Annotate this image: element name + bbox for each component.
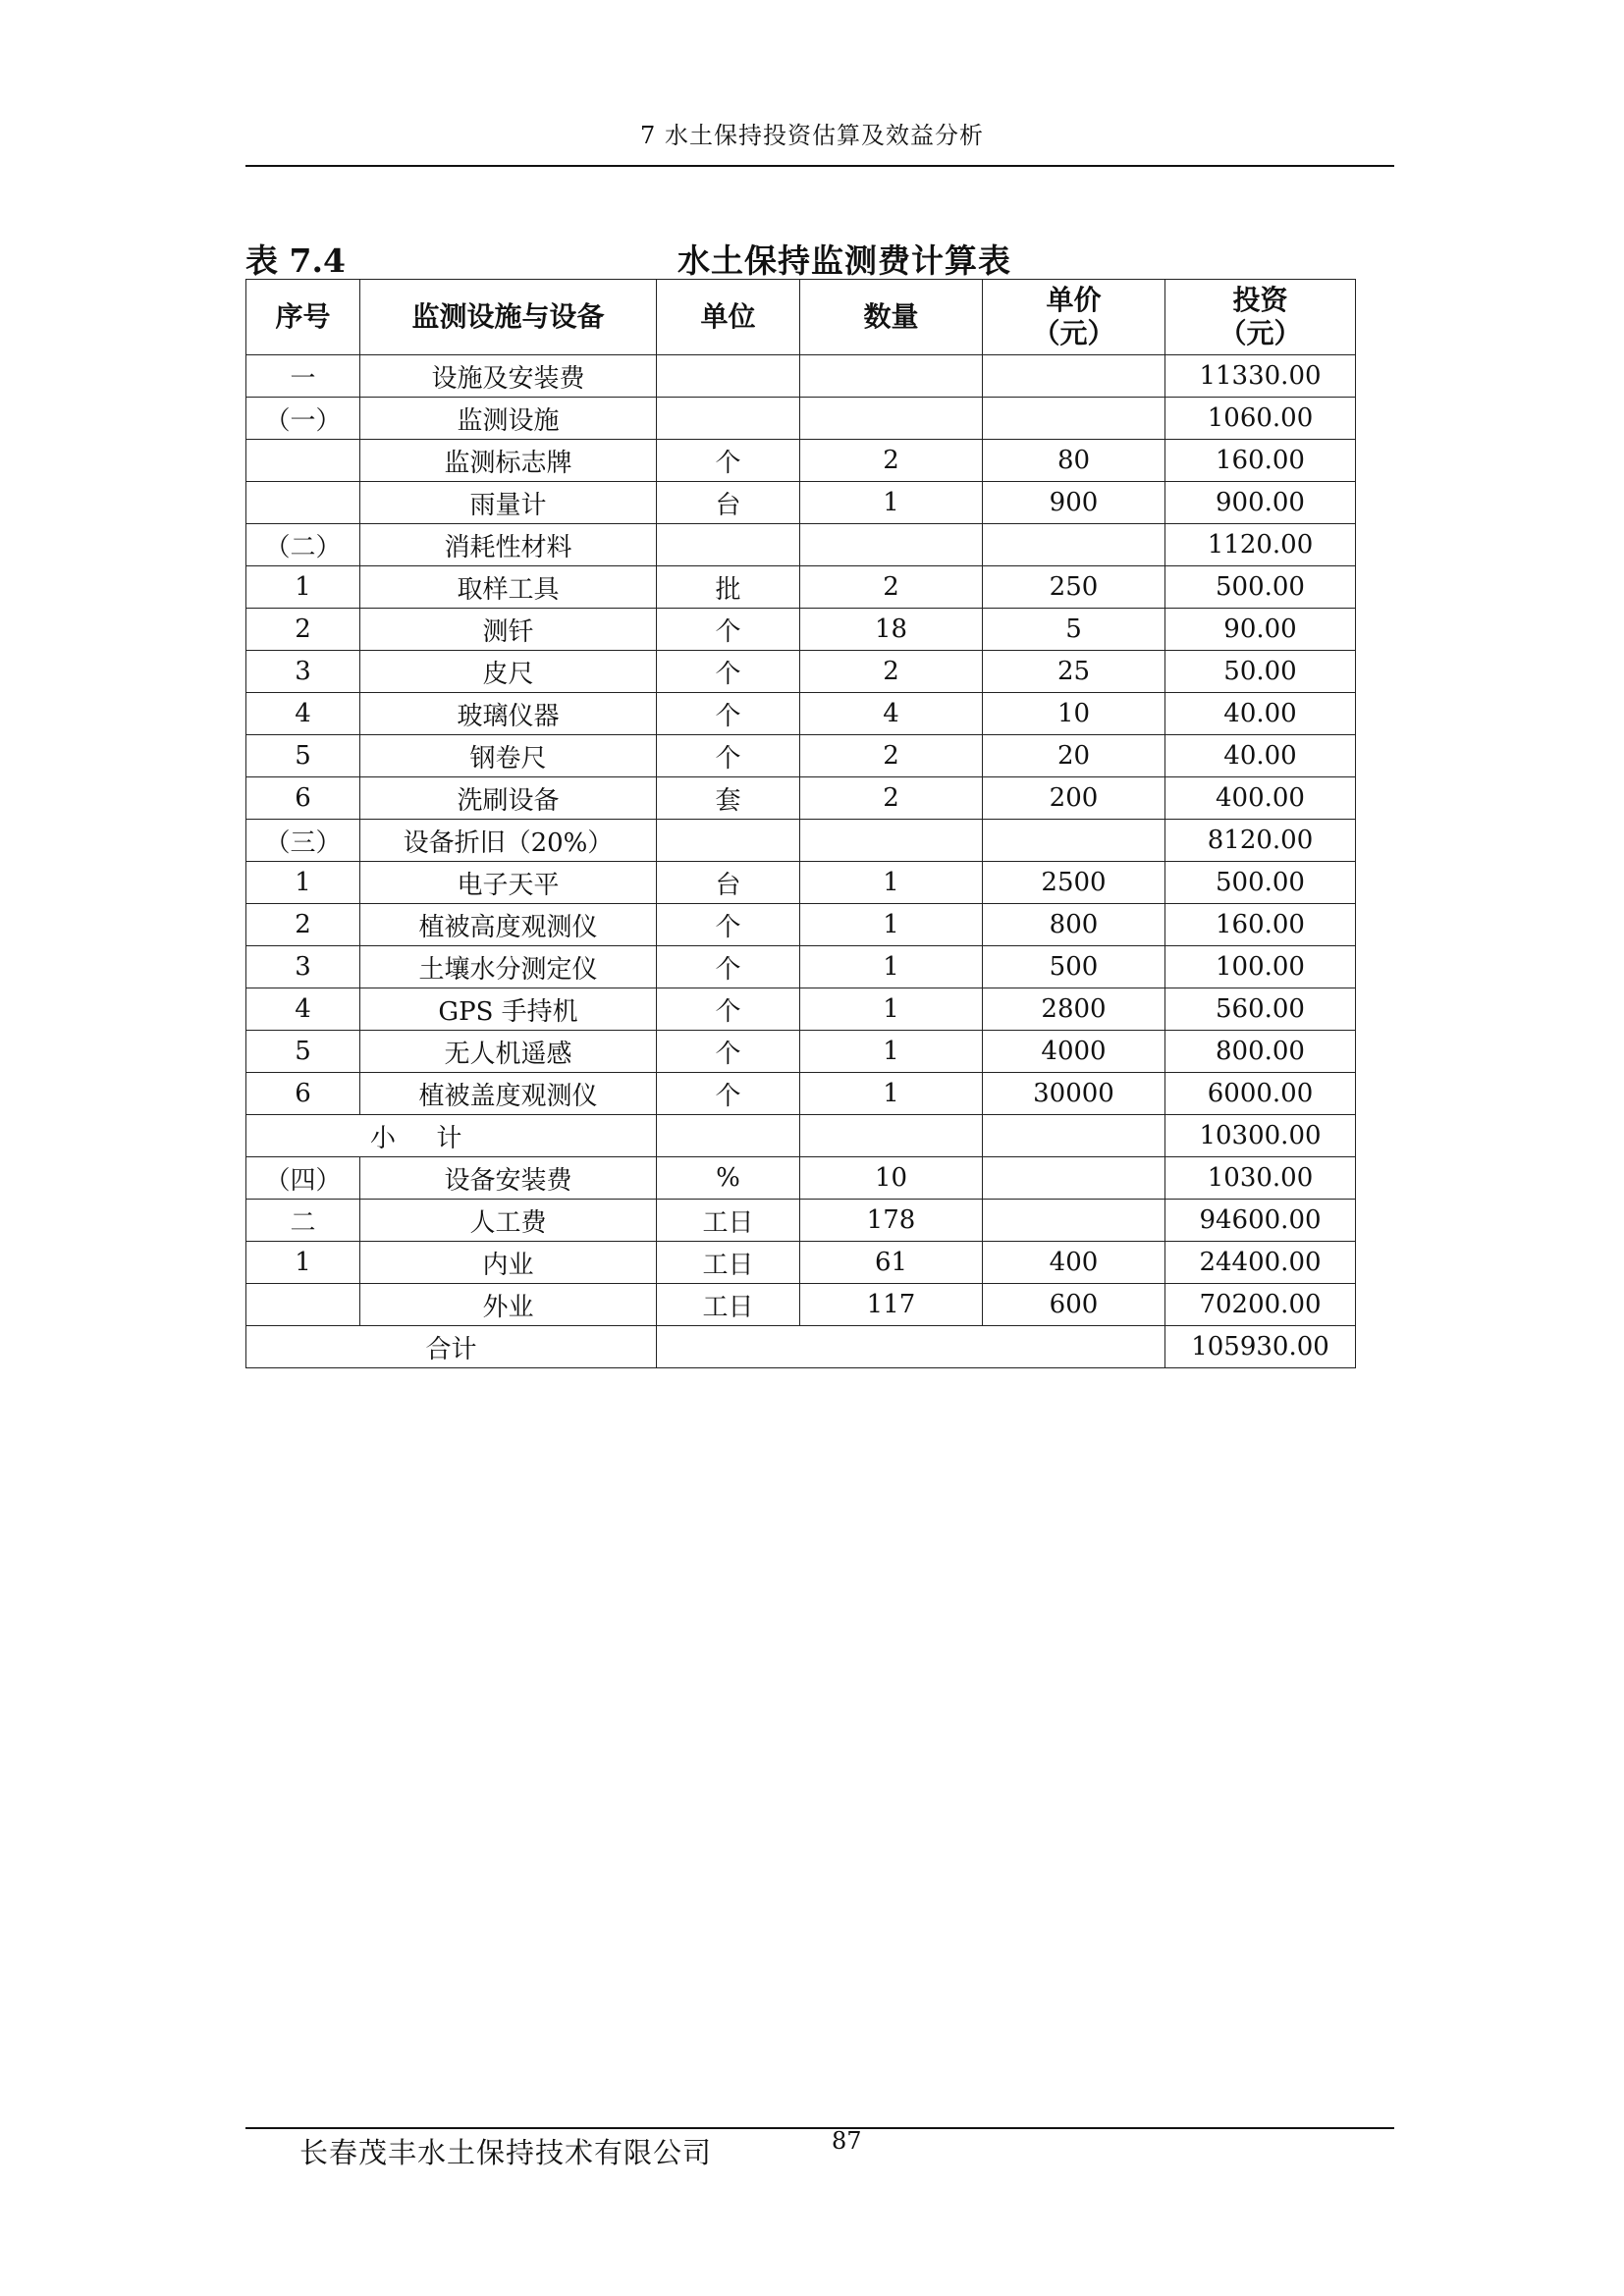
table-row [246, 566, 1356, 609]
cell-qty [800, 355, 983, 398]
monitoring-cost-table [245, 279, 1356, 1368]
cell-investment: 900.00 [1165, 482, 1356, 524]
cell-name: 设备折旧（20%） [360, 820, 657, 862]
table-row [246, 1031, 1356, 1073]
cell-qty: 2 [800, 440, 983, 482]
cell-investment: 6000.00 [1165, 1073, 1356, 1115]
cell-name: 监测标志牌 [360, 440, 657, 482]
cell-investment: 160.00 [1165, 440, 1356, 482]
subtotal-row [246, 1115, 1356, 1157]
cell-price: 900 [983, 482, 1165, 524]
cell-price: 5 [983, 609, 1165, 651]
table-row [246, 355, 1356, 398]
cell-name: 无人机遥感 [360, 1031, 657, 1073]
cell-price: 30000 [983, 1073, 1165, 1115]
cell-unit: 批 [657, 566, 800, 609]
cell-investment: 40.00 [1165, 735, 1356, 777]
cell-qty: 1 [800, 988, 983, 1031]
table-row [246, 398, 1356, 440]
cell-name: 植被盖度观测仪 [360, 1073, 657, 1115]
cell-investment: 8120.00 [1165, 820, 1356, 862]
header-qty: 数量 [800, 280, 983, 355]
cell-qty: 1 [800, 1031, 983, 1073]
cell-investment: 800.00 [1165, 1031, 1356, 1073]
table-row [246, 820, 1356, 862]
total-row [246, 1326, 1356, 1368]
footer-rule [245, 2127, 1394, 2129]
subtotal-label: 小 计 [246, 1115, 657, 1157]
table-row [246, 524, 1356, 566]
cell-unit: 个 [657, 693, 800, 735]
table-row [246, 440, 1356, 482]
total-investment: 105930.00 [1165, 1326, 1356, 1368]
table-row [246, 1284, 1356, 1326]
header-investment [1165, 280, 1356, 355]
table-row [246, 1073, 1356, 1115]
cell-qty [800, 524, 983, 566]
header-investment-unit: （元） [1218, 317, 1302, 349]
cell-name: 玻璃仪器 [360, 693, 657, 735]
cell-price [983, 524, 1165, 566]
cell-unit: 工日 [657, 1200, 800, 1242]
cell-unit: 台 [657, 862, 800, 904]
cell-price [983, 820, 1165, 862]
cell-name: GPS 手持机 [360, 988, 657, 1031]
cell-price [983, 355, 1165, 398]
cell-price: 4000 [983, 1031, 1165, 1073]
cell-seq: 6 [246, 777, 360, 820]
cell-seq: 二 [246, 1200, 360, 1242]
cell-investment: 160.00 [1165, 904, 1356, 946]
cell-unit: 个 [657, 609, 800, 651]
cell-seq: 4 [246, 988, 360, 1031]
cell-unit [657, 355, 800, 398]
cell-seq [246, 482, 360, 524]
cell-investment: 100.00 [1165, 946, 1356, 988]
cell-investment: 40.00 [1165, 693, 1356, 735]
cell-seq: （四） [246, 1157, 360, 1200]
cell-qty [800, 820, 983, 862]
cell-name: 内业 [360, 1242, 657, 1284]
cell-qty: 18 [800, 609, 983, 651]
cell-qty: 2 [800, 777, 983, 820]
cell-qty: 1 [800, 482, 983, 524]
cell-qty [800, 398, 983, 440]
cell-name: 设备安装费 [360, 1157, 657, 1200]
cell-investment: 70200.00 [1165, 1284, 1356, 1326]
cell-unit: 工日 [657, 1242, 800, 1284]
cell-qty: 61 [800, 1242, 983, 1284]
cell-seq: 3 [246, 651, 360, 693]
page-number: 87 [832, 2127, 862, 2155]
table-row [246, 609, 1356, 651]
cell-seq: 2 [246, 609, 360, 651]
cell-seq: （二） [246, 524, 360, 566]
cell-price [983, 1157, 1165, 1200]
cell-unit [657, 820, 800, 862]
cell-unit: 个 [657, 735, 800, 777]
cell-unit: 工日 [657, 1284, 800, 1326]
cell-price: 200 [983, 777, 1165, 820]
cell-qty: 2 [800, 735, 983, 777]
header-seq: 序号 [246, 280, 360, 355]
cell-investment: 560.00 [1165, 988, 1356, 1031]
cell-name: 监测设施 [360, 398, 657, 440]
cell-unit: % [657, 1157, 800, 1200]
cell-seq: 一 [246, 355, 360, 398]
cell-price [983, 1200, 1165, 1242]
cell-price: 600 [983, 1284, 1165, 1326]
cell-qty: 1 [800, 904, 983, 946]
cell-unit: 个 [657, 988, 800, 1031]
cell-price: 2800 [983, 988, 1165, 1031]
running-header: 7 水土保持投资估算及效益分析 [640, 122, 984, 149]
cell-unit: 个 [657, 1073, 800, 1115]
cell-name: 外业 [360, 1284, 657, 1326]
cell-price: 20 [983, 735, 1165, 777]
cell-seq [246, 440, 360, 482]
cell-name: 取样工具 [360, 566, 657, 609]
cell-seq: 4 [246, 693, 360, 735]
cell-investment: 400.00 [1165, 777, 1356, 820]
header-price [983, 280, 1165, 355]
table-number: 表 7.4 [245, 241, 346, 280]
cell-investment: 90.00 [1165, 609, 1356, 651]
table-row [246, 482, 1356, 524]
table-row [246, 1242, 1356, 1284]
cell-name: 测钎 [360, 609, 657, 651]
header-name: 监测设施与设备 [360, 280, 657, 355]
cell-name: 设施及安装费 [360, 355, 657, 398]
cell-investment: 1030.00 [1165, 1157, 1356, 1200]
cell-investment: 50.00 [1165, 651, 1356, 693]
cell-name: 皮尺 [360, 651, 657, 693]
cell-seq: 1 [246, 1242, 360, 1284]
total-label: 合计 [246, 1326, 657, 1368]
cell-price: 10 [983, 693, 1165, 735]
cell-unit: 个 [657, 904, 800, 946]
cell-seq: 1 [246, 862, 360, 904]
table-row [246, 651, 1356, 693]
cell-qty: 10 [800, 1157, 983, 1200]
table-row [246, 904, 1356, 946]
total-blank [657, 1326, 1165, 1368]
header-rule [245, 165, 1394, 167]
cell-unit: 个 [657, 946, 800, 988]
cell-name: 电子天平 [360, 862, 657, 904]
cell-price: 80 [983, 440, 1165, 482]
cell-seq: 2 [246, 904, 360, 946]
cell-investment: 24400.00 [1165, 1242, 1356, 1284]
cell-name: 植被高度观测仪 [360, 904, 657, 946]
cell-price: 500 [983, 946, 1165, 988]
cell-investment: 1060.00 [1165, 398, 1356, 440]
cell-investment: 1120.00 [1165, 524, 1356, 566]
cell-seq: 3 [246, 946, 360, 988]
footer-company: 长春茂丰水土保持技术有限公司 [299, 2136, 713, 2169]
cell-name: 洗刷设备 [360, 777, 657, 820]
table-row [246, 693, 1356, 735]
cell-unit: 套 [657, 777, 800, 820]
cell-seq: 6 [246, 1073, 360, 1115]
cell-unit: 个 [657, 1031, 800, 1073]
cell-qty: 178 [800, 1200, 983, 1242]
cell-unit [657, 398, 800, 440]
cell-seq: 1 [246, 566, 360, 609]
cell-seq: （三） [246, 820, 360, 862]
table-row [246, 777, 1356, 820]
table-header-row [246, 280, 1356, 355]
cell-qty: 2 [800, 566, 983, 609]
cell-unit [657, 1115, 800, 1157]
cell-seq: 5 [246, 735, 360, 777]
cell-unit [657, 524, 800, 566]
cell-qty: 2 [800, 651, 983, 693]
cell-seq: （一） [246, 398, 360, 440]
cell-investment: 11330.00 [1165, 355, 1356, 398]
cell-qty: 1 [800, 946, 983, 988]
cell-price [983, 398, 1165, 440]
header-investment-label: 投资 [1232, 284, 1288, 316]
cell-price: 400 [983, 1242, 1165, 1284]
table-row [246, 946, 1356, 988]
table-row [246, 1200, 1356, 1242]
cell-seq: 5 [246, 1031, 360, 1073]
cell-unit: 个 [657, 440, 800, 482]
cell-qty [800, 1115, 983, 1157]
cell-investment: 94600.00 [1165, 1200, 1356, 1242]
table-title: 水土保持监测费计算表 [677, 241, 1011, 280]
cell-qty: 1 [800, 862, 983, 904]
cell-qty: 1 [800, 1073, 983, 1115]
header-unit: 单位 [657, 280, 800, 355]
cell-investment: 500.00 [1165, 566, 1356, 609]
cell-price [983, 1115, 1165, 1157]
cell-name: 土壤水分测定仪 [360, 946, 657, 988]
cell-unit: 个 [657, 651, 800, 693]
table-row [246, 735, 1356, 777]
cell-name: 钢卷尺 [360, 735, 657, 777]
cell-price: 2500 [983, 862, 1165, 904]
cell-price: 800 [983, 904, 1165, 946]
cell-qty: 4 [800, 693, 983, 735]
cell-seq [246, 1284, 360, 1326]
table-row [246, 1157, 1356, 1200]
cell-price: 25 [983, 651, 1165, 693]
cell-price: 250 [983, 566, 1165, 609]
cell-name: 雨量计 [360, 482, 657, 524]
subtotal-investment: 10300.00 [1165, 1115, 1356, 1157]
table-row [246, 862, 1356, 904]
cell-unit: 台 [657, 482, 800, 524]
table-row [246, 988, 1356, 1031]
header-price-label: 单价 [1046, 284, 1102, 316]
cell-qty: 117 [800, 1284, 983, 1326]
cell-name: 人工费 [360, 1200, 657, 1242]
cell-name: 消耗性材料 [360, 524, 657, 566]
header-price-unit: （元） [1032, 317, 1115, 349]
cell-investment: 500.00 [1165, 862, 1356, 904]
